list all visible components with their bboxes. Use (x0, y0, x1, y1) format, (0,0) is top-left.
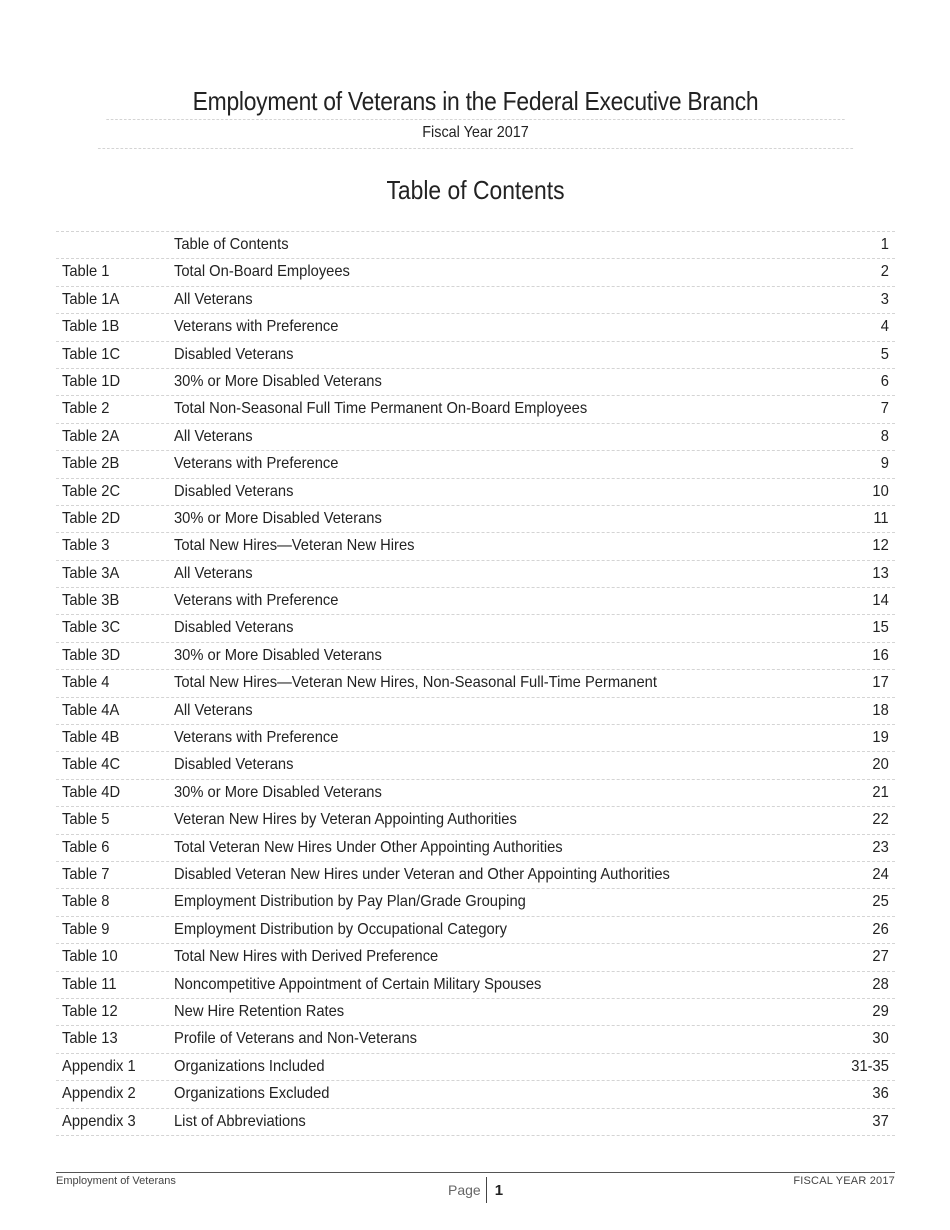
toc-entry-title: All Veterans (174, 427, 253, 445)
toc-entry-title: Veterans with Preference (174, 592, 339, 610)
toc-row[interactable] (56, 506, 895, 533)
toc-entry-title: Employment Distribution by Occupational Category (174, 920, 507, 938)
toc-entry-label: Table 13 (62, 1030, 118, 1048)
toc-entry-page: 10 (872, 482, 889, 500)
toc-entry-label: Table 3D (62, 646, 121, 664)
toc-entry-title: Total New Hires—Veteran New Hires (174, 537, 415, 555)
toc-entry-label: Table 3 (62, 537, 110, 555)
toc-row[interactable] (56, 698, 895, 725)
toc-entry-page: 31-35 (851, 1057, 889, 1075)
footer-page-indicator (448, 1176, 503, 1204)
toc-row[interactable] (56, 259, 895, 286)
toc-row[interactable] (56, 752, 895, 779)
toc-entry-page: 37 (872, 1112, 889, 1130)
toc-row[interactable] (56, 451, 895, 478)
toc-heading: Table of Contents (386, 175, 565, 205)
toc-entry-page: 18 (872, 701, 889, 719)
toc-row[interactable] (56, 1109, 895, 1136)
toc-row[interactable] (56, 561, 895, 588)
toc-entry-label: Table 9 (62, 920, 110, 938)
toc-entry-title: All Veterans (174, 290, 253, 308)
toc-row[interactable] (56, 999, 895, 1026)
toc-entry-label: Table 1D (62, 372, 121, 390)
toc-row[interactable] (56, 862, 895, 889)
footer-page-number: 1 (494, 1181, 504, 1199)
toc-entry-title: Table of Contents (174, 236, 289, 253)
toc-entry-page: 13 (872, 564, 889, 582)
toc-entry-label: Table 4B (62, 729, 120, 747)
toc-row[interactable] (56, 588, 895, 615)
toc-entry-label: Table 7 (62, 865, 110, 883)
toc-row[interactable] (56, 1081, 895, 1108)
toc-entry-title: New Hire Retention Rates (174, 1002, 345, 1020)
toc-entry-page: 24 (872, 865, 889, 883)
toc-entry-page: 23 (872, 838, 889, 856)
toc-entry-title: All Veterans (174, 701, 253, 719)
toc-entry-title: Veteran New Hires by Veteran Appointing Authorities (174, 811, 517, 829)
toc-entry-label: Table 1A (62, 290, 120, 308)
toc-entry-title: Veterans with Preference (174, 455, 339, 473)
toc-list (56, 231, 895, 1136)
toc-entry-page: 7 (880, 400, 889, 418)
toc-entry-page: 30 (872, 1030, 889, 1048)
toc-entry-label: Table 10 (62, 948, 118, 966)
toc-entry-label: Table 3A (62, 564, 120, 582)
footer-fiscal-year: FISCAL YEAR 2017 (793, 1175, 895, 1187)
toc-entry-page: 17 (872, 674, 889, 692)
toc-entry-title: Organizations Excluded (174, 1085, 330, 1103)
toc-entry-label: Appendix 3 (62, 1112, 136, 1130)
toc-row[interactable] (56, 780, 895, 807)
toc-entry-page: 6 (880, 372, 889, 390)
toc-entry-label: Table 3C (62, 619, 121, 637)
toc-entry-page: 16 (872, 646, 889, 664)
toc-row[interactable] (56, 424, 895, 451)
toc-entry-page: 26 (872, 920, 889, 938)
page-footer (56, 1172, 895, 1213)
toc-entry-label: Table 8 (62, 893, 110, 911)
toc-entry-label: Appendix 2 (62, 1085, 136, 1103)
toc-entry-label: Table 4D (62, 783, 121, 801)
toc-entry-title: Total New Hires with Derived Preference (174, 948, 439, 966)
toc-row[interactable] (56, 231, 895, 259)
toc-row[interactable] (56, 917, 895, 944)
toc-entry-title: Veterans with Preference (174, 729, 339, 747)
toc-entry-label: Table 2A (62, 427, 120, 445)
toc-row[interactable] (56, 807, 895, 834)
toc-row[interactable] (56, 314, 895, 341)
toc-entry-page: 29 (872, 1002, 889, 1020)
toc-entry-title: 30% or More Disabled Veterans (174, 509, 382, 527)
toc-row[interactable] (56, 944, 895, 971)
toc-entry-label: Table 6 (62, 838, 110, 856)
toc-entry-title: 30% or More Disabled Veterans (174, 783, 382, 801)
toc-entry-page: 11 (873, 509, 889, 527)
toc-row[interactable] (56, 533, 895, 560)
toc-row[interactable] (56, 396, 895, 423)
toc-entry-label: Table 4A (62, 701, 120, 719)
toc-row[interactable] (56, 670, 895, 697)
toc-entry-title: Noncompetitive Appointment of Certain Military Spouses (174, 975, 542, 993)
toc-entry-page: 14 (872, 592, 889, 610)
toc-entry-page: 2 (880, 263, 889, 281)
toc-row[interactable] (56, 1054, 895, 1081)
toc-entry-page: 22 (872, 811, 889, 829)
document-title: Employment of Veterans in the Federal Executive Branch (106, 84, 844, 120)
toc-entry-page: 12 (872, 537, 889, 555)
toc-entry-title: Total Veteran New Hires Under Other Appointing Authorities (174, 838, 563, 856)
toc-entry-page: 27 (872, 948, 889, 966)
footer-document-name: Employment of Veterans (56, 1175, 176, 1187)
toc-entry-page: 4 (880, 318, 889, 336)
toc-row[interactable] (56, 287, 895, 314)
toc-entry-title: Employment Distribution by Pay Plan/Grade Grouping (174, 893, 526, 911)
toc-entry-title: Profile of Veterans and Non-Veterans (174, 1030, 418, 1048)
document-subtitle: Fiscal Year 2017 (98, 120, 853, 149)
title-block (56, 84, 895, 149)
toc-entry-label: Table 4 (62, 674, 110, 692)
toc-entry-label: Table 2D (62, 509, 121, 527)
toc-row[interactable] (56, 972, 895, 999)
toc-row[interactable] (56, 369, 895, 396)
toc-entry-title: Disabled Veterans (174, 345, 294, 363)
toc-entry-page: 9 (880, 455, 889, 473)
toc-entry-title: Disabled Veterans (174, 619, 294, 637)
toc-row[interactable] (56, 889, 895, 916)
toc-entry-page: 5 (880, 345, 889, 363)
toc-entry-title: Total On-Board Employees (174, 263, 350, 281)
toc-entry-label: Table 1 (62, 263, 110, 281)
toc-entry-page: 25 (872, 893, 889, 911)
toc-entry-label: Table 12 (62, 1002, 118, 1020)
toc-entry-title: 30% or More Disabled Veterans (174, 646, 382, 664)
toc-entry-page: 20 (872, 756, 889, 774)
toc-entry-title: Disabled Veteran New Hires under Veteran and Other Appointing Authorities (174, 865, 670, 883)
toc-entry-label: Table 2C (62, 482, 121, 500)
toc-entry-page: 3 (880, 290, 889, 308)
toc-entry-title: 30% or More Disabled Veterans (174, 372, 382, 390)
toc-entry-title: Total New Hires—Veteran New Hires, Non-Seasonal Full-Time Permanent (174, 674, 657, 692)
toc-entry-title: Veterans with Preference (174, 318, 339, 336)
toc-row[interactable] (56, 342, 895, 369)
toc-entry-title: Organizations Included (174, 1057, 325, 1075)
toc-entry-page: 28 (872, 975, 889, 993)
toc-entry-page: 19 (872, 729, 889, 747)
toc-entry-label: Table 1C (62, 345, 121, 363)
toc-row[interactable] (56, 615, 895, 642)
toc-entry-label: Table 11 (62, 975, 117, 993)
footer-page-label: Page (448, 1182, 481, 1198)
toc-entry-label: Table 5 (62, 811, 110, 829)
toc-entry-title: List of Abbreviations (174, 1112, 306, 1130)
toc-entry-page: 36 (872, 1085, 889, 1103)
toc-row[interactable] (56, 643, 895, 670)
toc-row[interactable] (56, 479, 895, 506)
toc-entry-title: Disabled Veterans (174, 756, 294, 774)
toc-entry-page: 21 (872, 783, 889, 801)
toc-entry-title: All Veterans (174, 564, 253, 582)
toc-entry-page: 1 (880, 236, 889, 253)
footer-page-divider (486, 1177, 487, 1203)
toc-entry-title: Disabled Veterans (174, 482, 294, 500)
toc-entry-label: Table 1B (62, 318, 120, 336)
toc-entry-label: Appendix 1 (62, 1057, 136, 1075)
toc-entry-label: Table 3B (62, 592, 120, 610)
toc-row[interactable] (56, 1026, 895, 1053)
toc-row[interactable] (56, 725, 895, 752)
toc-entry-label: Table 4C (62, 756, 121, 774)
toc-entry-label: Table 2 (62, 400, 110, 418)
toc-entry-label: Table 2B (62, 455, 120, 473)
toc-entry-title: Total Non-Seasonal Full Time Permanent On-Board Employees (174, 400, 588, 418)
toc-entry-page: 8 (880, 427, 889, 445)
toc-row[interactable] (56, 835, 895, 862)
toc-entry-page: 15 (872, 619, 889, 637)
